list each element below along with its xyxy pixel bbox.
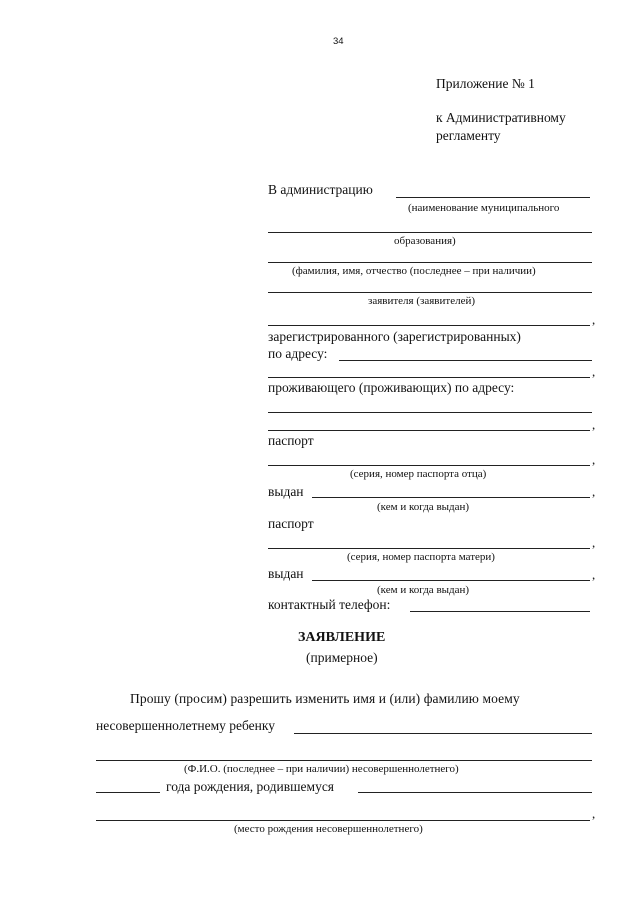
comma: , <box>592 452 596 467</box>
to-administration-label: В администрацию <box>268 182 373 197</box>
statement-title: ЗАЯВЛЕНИЕ <box>298 630 386 645</box>
hint-municipal: (наименование муниципального <box>408 202 560 214</box>
at-address-label: по адресу: <box>268 346 328 361</box>
comma: , <box>592 364 596 379</box>
comma: , <box>592 417 596 432</box>
statement-paragraph-line1: Прошу (просим) разрешить изменить имя и (или) фамилию моему <box>130 691 520 706</box>
hint-birthplace: (место рождения несовершеннолетнего) <box>234 823 423 835</box>
birthplace-line[interactable] <box>96 820 590 821</box>
statement-subtitle: (примерное) <box>306 650 378 665</box>
municipal-formation-line[interactable] <box>268 232 592 233</box>
applicant-line-2[interactable] <box>268 325 590 326</box>
registered-address-line-2[interactable] <box>268 377 590 378</box>
passport-father-line[interactable] <box>268 465 590 466</box>
appendix-number: Приложение № 1 <box>436 76 535 91</box>
statement-paragraph-line2: несовершеннолетнему ребенку <box>96 718 276 733</box>
registered-address-line[interactable] <box>339 360 592 361</box>
hint-fio: (фамилия, имя, отчество (последнее – при наличии) <box>292 265 536 277</box>
issued-father-line[interactable] <box>312 497 590 498</box>
comma: , <box>592 484 596 499</box>
registered-label: зарегистрированного (зарегистрированных) <box>268 329 521 344</box>
issued-label-2: выдан <box>268 566 304 581</box>
administration-name-line[interactable] <box>396 197 590 198</box>
living-label: проживающего (проживающих) по адресу: <box>268 380 515 395</box>
hint-applicant: заявителя (заявителей) <box>368 295 475 307</box>
child-fio-line[interactable] <box>96 760 592 761</box>
appendix-to: к Административному <box>436 110 566 125</box>
comma: , <box>592 535 596 550</box>
issued-mother-line[interactable] <box>312 580 590 581</box>
birth-year-label: года рождения, родившемуся <box>166 779 335 794</box>
born-details-line[interactable] <box>358 792 592 793</box>
living-address-line[interactable] <box>268 412 592 413</box>
child-name-line[interactable] <box>294 733 592 734</box>
passport-label-1: паспорт <box>268 433 314 448</box>
hint-passport-father: (серия, номер паспорта отца) <box>350 468 487 480</box>
comma: , <box>592 567 596 582</box>
appendix-regulation: регламенту <box>436 128 501 143</box>
page-number: 34 <box>333 36 344 47</box>
hint-child-fio: (Ф.И.О. (последнее – при наличии) несовершеннолетнего) <box>184 763 459 775</box>
phone-label: контактный телефон: <box>268 597 391 612</box>
phone-line[interactable] <box>410 611 590 612</box>
issued-label-1: выдан <box>268 484 304 499</box>
birth-year-line[interactable] <box>96 792 160 793</box>
applicant-line[interactable] <box>268 292 592 293</box>
hint-passport-mother: (серия, номер паспорта матери) <box>347 551 495 563</box>
hint-formation: образования) <box>394 235 456 247</box>
comma: , <box>592 312 596 327</box>
comma: , <box>592 806 596 821</box>
fio-line[interactable] <box>268 262 592 263</box>
hint-issued-2: (кем и когда выдан) <box>377 584 470 596</box>
hint-issued-1: (кем и когда выдан) <box>377 501 470 513</box>
passport-label-2: паспорт <box>268 516 314 531</box>
passport-mother-line[interactable] <box>268 548 590 549</box>
living-address-line-2[interactable] <box>268 430 590 431</box>
